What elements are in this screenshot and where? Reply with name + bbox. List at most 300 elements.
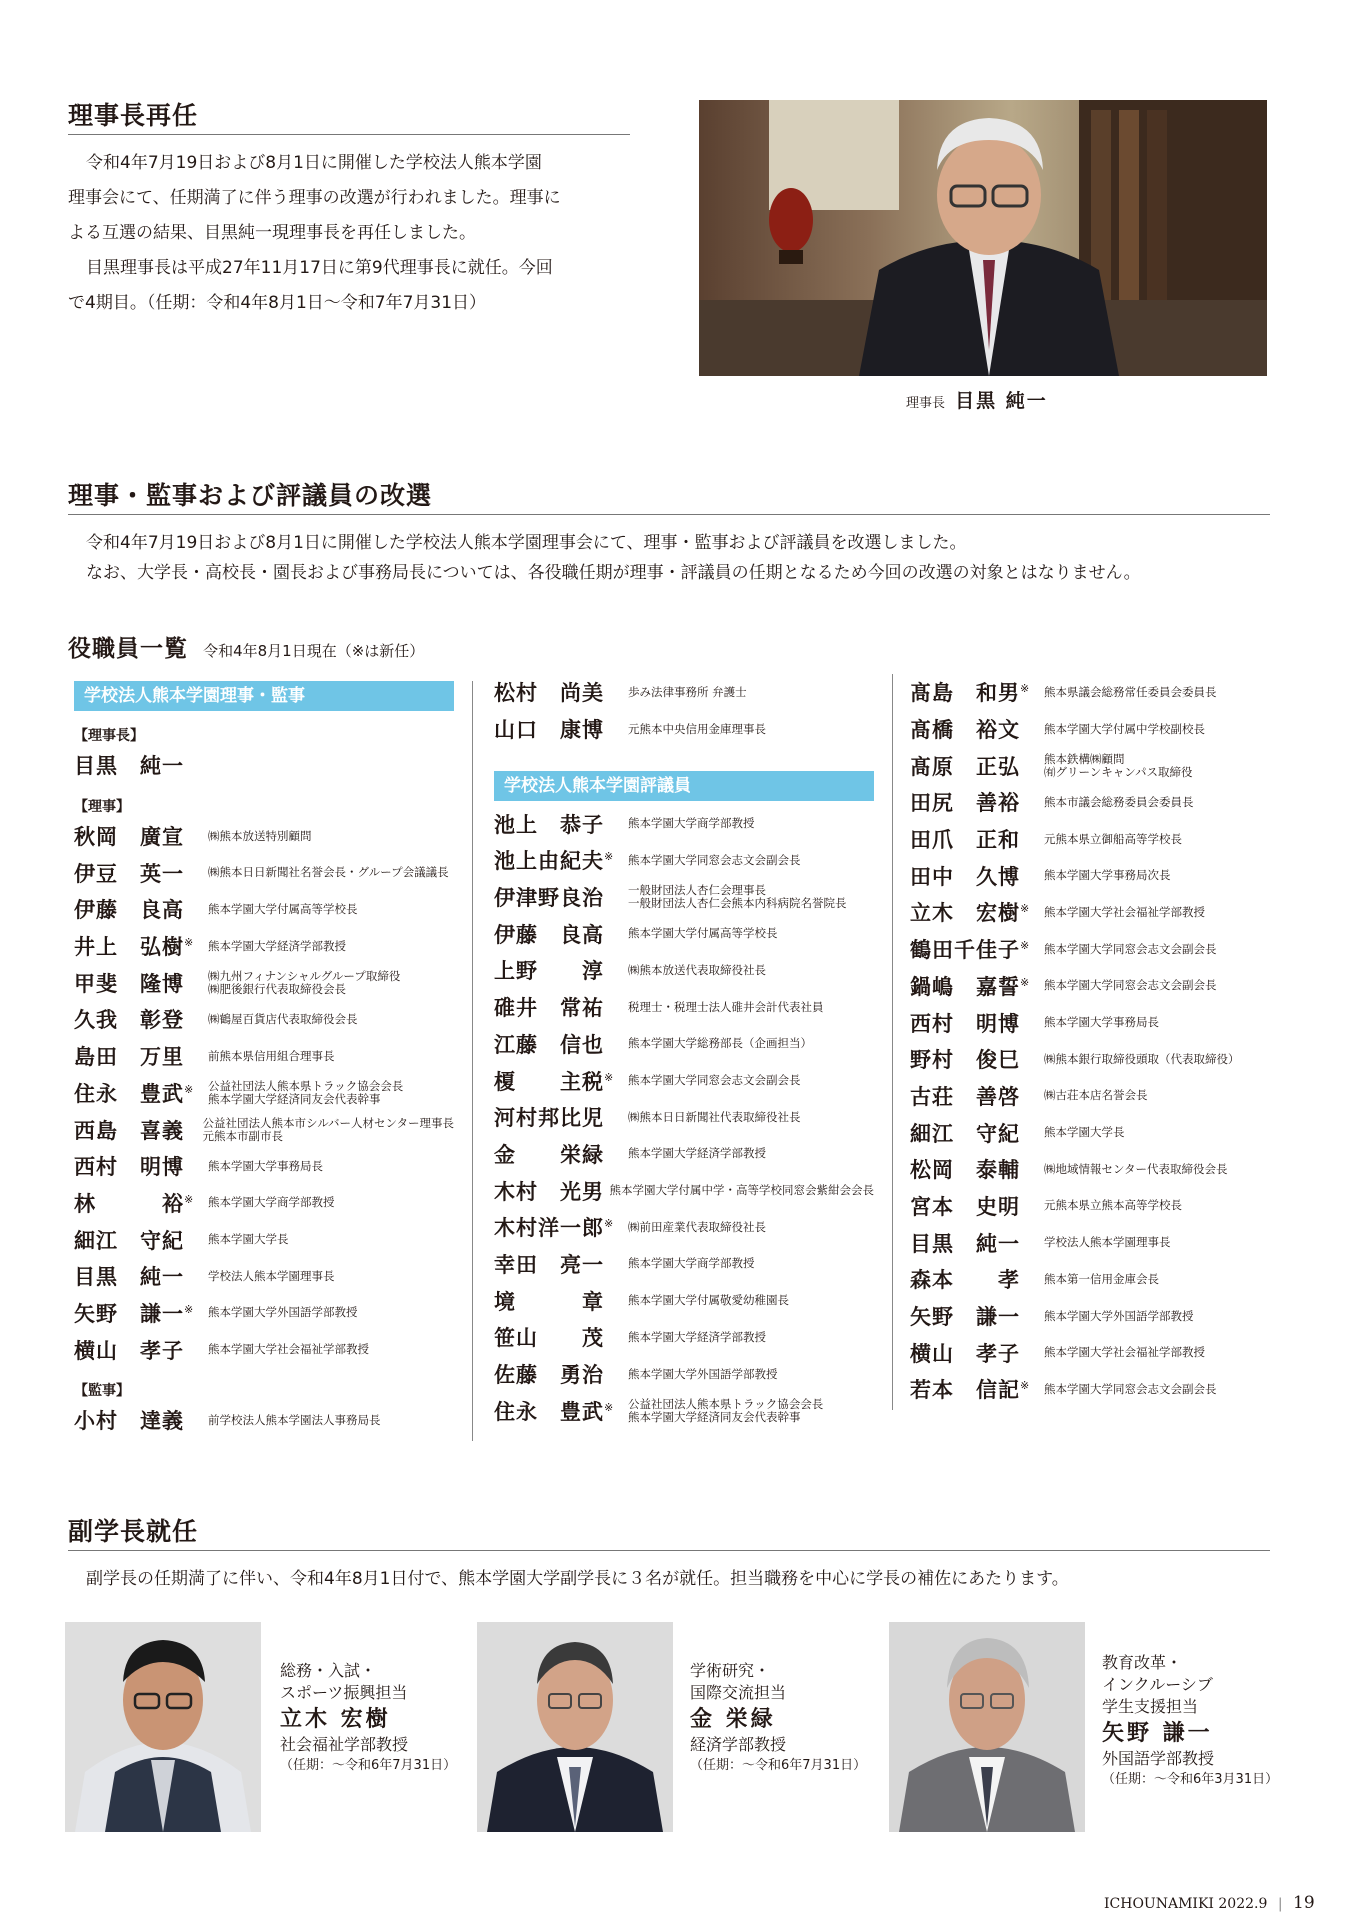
officer-name-text: 目黒 純一 [74,1264,184,1290]
section-title-chair-reappointment: 理事長再任 [68,101,199,130]
new-mark: ※ [604,1400,615,1414]
officer-title-line: ㈱九州フィナンシャルグループ取締役 [208,968,401,983]
officer-title-line: 熊本学園大学商学部教授 [208,1195,335,1210]
officer-title-line: 熊本学園大学長 [208,1232,289,1247]
officer-title-line: 熊本学園大学社会福祉学部教授 [208,1342,369,1357]
officer-name [74,1261,208,1291]
officer-row [494,1319,874,1356]
officer-name-text: 碓井 常祐 [494,995,604,1021]
officer-row [494,1172,874,1209]
officer-name-text: 横山 孝子 [74,1337,184,1363]
officer-name-text: 池上由紀夫 [494,848,604,874]
officer-name-text: 秋岡 廣宣 [74,824,184,850]
column-councilors-a [494,674,874,1429]
caption-role: 理事長 [906,396,946,411]
officer-row [494,1246,874,1283]
officer-name [74,858,208,888]
officer-title [208,1306,358,1319]
officer-title [208,830,312,843]
officer-row [74,747,454,784]
officer-title-line: 熊本第一信用金庫会長 [1044,1271,1159,1286]
officer-title [628,1331,766,1344]
officer-row [74,1001,454,1038]
officer-name-text: 鶴田千佳子 [910,937,1020,963]
role-label-director: 【理事】 [74,798,130,815]
officer-name-text: 林 裕 [74,1190,184,1216]
officer-row [910,1041,1290,1078]
officer-name-text: 境 章 [494,1288,604,1314]
officer-name-text: 田尻 善裕 [910,790,1020,816]
officer-name [74,1188,208,1218]
officer-title [208,1050,335,1063]
officer-title-line: ㈱熊本放送代表取締役社長 [628,962,766,977]
para-line: よる互選の結果、目黒純一現理事長を再任しました。 [68,223,476,243]
officer-row [910,1334,1290,1371]
officer-title [1044,1199,1182,1212]
officer-name-text: 住永 豊武 [494,1398,604,1424]
officer-title [1044,1310,1194,1323]
officer-title-line: 元熊本県立熊本高等学校長 [1044,1198,1182,1213]
officer-title-line: ㈱熊本日日新聞社代表取締役社長 [628,1109,801,1124]
officer-title [628,1001,824,1014]
banner-directors: 学校法人熊本学園理事・監事 [74,681,454,711]
officer-title-line: 公益社団法人熊本県トラック協会会長 [208,1078,404,1093]
officer-title [1044,686,1217,699]
officer-name [494,1322,628,1352]
officer-title [1044,796,1194,809]
officer-title-line: 学校法人熊本学園理事長 [1044,1235,1171,1250]
para-line: なお、大学長・高校長・園長および事務局長については、各役職任期が理事・評議員の任期となるため今回の改選の対象とはなりません。 [86,563,1141,583]
officer-name [74,1151,208,1181]
chair-photo [699,100,1267,376]
officer-title [208,940,346,953]
officer-title [628,884,847,910]
officer-title-line: 熊本学園大学付属高等学校長 [628,926,778,941]
vp-role: 総務・入試・ [280,1661,377,1680]
officer-name [74,894,208,924]
officer-name [494,809,628,839]
officer-name-text: 髙島 和男 [910,680,1020,706]
officer-name-text: 目黒 純一 [74,753,184,779]
footer-page-number: 19 [1293,1893,1315,1913]
new-mark: ※ [1020,902,1031,916]
officer-title-line: 熊本学園大学経済同友会代表幹事 [208,1091,381,1106]
officer-name-text: 森本 孝 [910,1267,1020,1293]
officer-name-text: 西島 喜義 [74,1117,184,1143]
new-mark: ※ [184,1302,195,1316]
new-mark: ※ [604,850,615,864]
officer-name-text: 島田 万里 [74,1044,184,1070]
officer-title-line: 熊本学園大学経済学部教授 [208,938,346,953]
officer-row [494,805,874,842]
officer-row [74,1075,454,1112]
officer-name-text: 榎 主税 [494,1068,604,1094]
officer-name-text: 矢野 謙一 [74,1300,184,1326]
list-title: 役職員一覧 [68,636,188,662]
officer-name-text: 野村 俊巳 [910,1047,1020,1073]
new-mark: ※ [604,1070,615,1084]
officer-name-text: 伊豆 英一 [74,860,184,886]
officer-title [208,1013,358,1026]
divider [68,1550,1270,1551]
officer-title-line: ㈱肥後銀行代表取締役会長 [208,981,346,996]
officer-row [910,1224,1290,1261]
officer-name [74,1078,208,1108]
vp-photo-1 [65,1622,261,1832]
vp-paragraph: 副学長の任期満了に伴い、令和4年8月1日付で、熊本学園大学副学長に３名が就任。担当職務を中心に学長の補佐にあたります。 [86,1569,1069,1589]
officer-name [910,1228,1044,1258]
officer-title-line: ㈱鶴屋百貨店代表取締役会長 [208,1011,358,1026]
officer-title [208,903,358,916]
officer-name-text: 若本 信記 [910,1377,1020,1403]
officer-title-line: ㈱地域情報センター代表取締役会長 [1044,1161,1228,1176]
officer-row [910,784,1290,821]
vp-name: 金 栄緑 [690,1706,776,1732]
officer-name [910,897,1044,927]
officer-title-line: ㈱熊本銀行取締役頭取（代表取締役） [1044,1051,1240,1066]
new-mark: ※ [1020,682,1031,696]
officer-name-text: 古荘 善啓 [910,1083,1020,1109]
officer-name [910,1338,1044,1368]
vp-name: 立木 宏樹 [280,1706,391,1732]
officer-title-line: 熊本学園大学付属中学・高等学校同窓会紫紺会会長 [609,1183,874,1198]
officer-row [74,891,454,928]
officer-row [494,842,874,879]
officer-row [910,1114,1290,1151]
officer-title-line: 前熊本県信用組合理事長 [208,1048,335,1063]
officer-title [208,866,449,879]
officer-row [494,1282,874,1319]
officer-title-line: 熊本学園大学事務局長 [1044,1015,1159,1030]
officer-title [628,927,778,940]
footer [1104,1893,1315,1913]
officer-row [74,1221,454,1258]
para-line: 目黒理事長は平成27年11月17日に第9代理事長に就任。今回 [86,258,553,278]
officer-name-text: 江藤 信也 [494,1031,604,1057]
officer-name [494,677,628,707]
officer-title-line: 熊本鉄構㈱顧問 [1044,751,1125,766]
officer-title-line: ㈲グリーンキャンパス取締役 [1044,764,1193,779]
officer-title [628,1257,755,1270]
officer-name [494,1249,628,1279]
officer-title-line: 前学校法人熊本学園法人事務局長 [208,1412,381,1427]
para-line: 令和4年7月19日および8月1日に開催した学校法人熊本学園 [86,153,542,173]
officer-name [74,1225,208,1255]
officer-name-text: 佐藤 勇治 [494,1362,604,1388]
officer-title-line: 熊本学園大学長 [1044,1125,1125,1140]
column-divider [472,681,473,1441]
officer-title-line: 熊本市議会総務委員会委員長 [1044,794,1194,809]
officer-name-text: 松村 尚美 [494,680,604,706]
chair-list [74,747,454,784]
officer-row [494,1209,874,1246]
officer-name [74,931,208,961]
officer-name-text: 井上 弘樹 [74,934,184,960]
officer-row [910,1078,1290,1115]
officer-title-line: 熊本学園大学社会福祉学部教授 [1044,1345,1205,1360]
councilor-list-top [494,674,874,747]
officer-title-line: 熊本県議会総務常任委員会委員長 [1044,684,1217,699]
vp-dept: 社会福祉学部教授 [280,1735,409,1754]
caption-name: 目黒 純一 [955,390,1048,412]
officer-title [1044,1126,1125,1139]
officer-name [494,992,628,1022]
list-note: 令和4年8月1日現在（※は新任） [203,642,425,660]
officer-row [494,879,874,916]
vp-role: スポーツ振興担当 [280,1683,408,1702]
officer-row [74,818,454,855]
officer-title [1044,1053,1240,1066]
officer-name-text: 宮本 史明 [910,1193,1020,1219]
officer-row [494,915,874,952]
officer-name [74,1335,208,1365]
officer-row [910,747,1290,784]
officer-title [628,1147,766,1160]
role-label-auditor: 【監事】 [74,1383,130,1399]
officer-name-text: 池上 恭子 [494,811,604,837]
officer-row [910,821,1290,858]
vp-caption-1 [280,1660,456,1776]
officer-title [628,854,801,867]
vp-photo-3 [889,1622,1085,1832]
officer-name-text: 笹山 茂 [494,1325,604,1351]
officer-row [74,1111,454,1148]
officer-title [208,970,400,996]
officer-title-line: 税理士・税理士法人碓井会計代表社員 [628,999,824,1014]
officer-title [1044,1383,1217,1396]
officer-title-line: 熊本学園大学同窓会志文会副会長 [628,852,801,867]
officer-name-text: 横山 孝子 [910,1340,1020,1366]
officer-title-line: 学校法人熊本学園理事長 [208,1268,335,1283]
officer-name [494,1066,628,1096]
officer-name-text: 金 栄緑 [494,1141,604,1167]
officer-name [910,1118,1044,1148]
officer-title [628,1368,778,1381]
officer-title-line: 熊本学園大学付属中学校副校長 [1044,721,1205,736]
officer-name [910,971,1044,1001]
officer-row [910,1151,1290,1188]
officer-name [74,1041,208,1071]
officer-title [628,686,747,699]
officer-title-line: 熊本学園大学同窓会志文会副会長 [1044,1381,1217,1396]
officer-row [74,1402,454,1439]
new-mark: ※ [184,1082,195,1096]
officer-title-line: 元熊本中央信用金庫理事長 [628,721,766,736]
officer-title-line: 歩み法律事務所 弁護士 [628,684,747,699]
director-list [74,818,454,1368]
officer-name-text: 甲斐 隆博 [74,970,184,996]
officer-name [74,821,208,851]
officer-row [74,964,454,1001]
para-line: 令和4年7月19日および8月1日に開催した学校法人熊本学園理事会にて、理事・監事および評議員を改選しました。 [86,533,967,553]
officer-name [910,824,1044,854]
officer-name-text: 鍋嶋 嘉誓 [910,973,1020,999]
officer-row [74,928,454,965]
vp-dept: 外国語学部教授 [1102,1749,1215,1768]
councilor-list [910,674,1290,1408]
officer-title-line: 熊本学園大学社会福祉学部教授 [1044,904,1205,919]
officer-row [494,1062,874,1099]
officer-name [74,1115,203,1145]
officer-title-line: 熊本学園大学付属高等学校長 [208,901,358,916]
officer-row [74,1185,454,1222]
officer-name-text: 髙原 正弘 [910,753,1020,779]
officer-name [910,1081,1044,1111]
officer-row [910,711,1290,748]
officer-name [910,861,1044,891]
officer-name [910,677,1044,707]
vp-photo-2 [477,1622,673,1832]
officer-row [494,1392,874,1429]
officer-name [494,1029,628,1059]
officer-title-line: 熊本学園大学外国語学部教授 [628,1366,778,1381]
officer-title [1044,1089,1148,1102]
column-directors [74,681,454,1439]
officer-title [208,1196,335,1209]
officer-title-line: 熊本学園大学経済学部教授 [628,1329,766,1344]
councilor-list [494,805,874,1429]
officer-title-line: 熊本学園大学事務局次長 [1044,868,1171,883]
officer-title [628,1398,823,1424]
vp-role: 国際交流担当 [690,1683,787,1702]
officer-name [494,1176,610,1206]
officer-title-line: 一般財団法人杏仁会熊本内科病院名誉院長 [628,896,847,911]
column-divider [892,674,893,1410]
officer-title [1044,753,1192,779]
officer-name [74,1405,208,1435]
officer-name [910,1191,1044,1221]
new-mark: ※ [1020,939,1031,953]
officer-row [74,1038,454,1075]
officer-title [208,1343,369,1356]
officer-name-text: 伊藤 良高 [74,897,184,923]
officer-title [610,1184,875,1197]
officer-title [1044,1163,1228,1176]
officer-title [1044,906,1205,919]
officer-name [494,1396,628,1426]
officer-title-line: 熊本学園大学商学部教授 [628,1256,755,1271]
officer-row [494,1356,874,1393]
officer-name [494,1286,628,1316]
new-mark: ※ [184,1192,195,1206]
officer-title-line: 熊本学園大学外国語学部教授 [208,1305,358,1320]
officer-title [1044,1016,1159,1029]
officer-title-line: 元熊本市副市長 [202,1128,284,1143]
officer-row [494,1099,874,1136]
officer-row [910,968,1290,1005]
officer-title-line: 公益社団法人熊本県トラック協会会長 [628,1396,824,1411]
vp-caption-2 [690,1660,866,1776]
officer-row [910,1261,1290,1298]
officer-title [628,964,766,977]
officer-title-line: 一般財団法人杏仁会理事長 [628,883,766,898]
officer-title [1044,1273,1159,1286]
officer-title-line: 熊本学園大学経済同友会代表幹事 [628,1409,801,1424]
vp-role: 学生支援担当 [1102,1697,1199,1716]
officer-title-line: ㈱熊本放送特別顧問 [208,828,312,843]
officer-name [494,919,628,949]
vp-role: 教育改革・ [1102,1653,1183,1672]
officer-name [494,882,628,912]
chair-paragraph [68,146,638,321]
officer-name-text: 松岡 泰輔 [910,1157,1020,1183]
officer-name [910,1044,1044,1074]
officer-row [910,1188,1290,1225]
officer-name [910,1374,1044,1404]
officer-row [74,1331,454,1368]
officer-row [74,854,454,891]
officer-name-text: 上野 淳 [494,958,604,984]
officer-name [494,1212,628,1242]
officer-title [208,1414,381,1427]
divider [68,134,630,135]
officer-title [628,1111,801,1124]
officer-title-line: 熊本学園大学事務局長 [208,1158,323,1173]
section-title-vice-president: 副学長就任 [68,1517,199,1546]
officer-row [494,989,874,1026]
officer-name-text: 髙橋 裕文 [910,717,1020,743]
officer-name-text: 木村洋一郎 [494,1215,604,1241]
officer-name-text: 河村邦比児 [494,1105,604,1131]
officer-name [74,1004,208,1034]
officer-name [910,1154,1044,1184]
officer-name [910,1264,1044,1294]
officer-name [910,1301,1044,1331]
officer-name-text: 西村 明博 [910,1010,1020,1036]
vp-term: （任期：〜令和6年3月31日） [1102,1772,1279,1787]
officer-list-heading [68,630,424,663]
officer-name [910,714,1044,744]
officer-name-text: 山口 康博 [494,717,604,743]
officer-name [74,750,208,780]
board-paragraph [68,528,1141,588]
vp-term: （任期：〜令和6年7月31日） [690,1758,867,1773]
officer-title [628,723,766,736]
officer-row [494,711,874,748]
officer-row [494,952,874,989]
officer-row [910,894,1290,931]
officer-title-line: ㈱古荘本店名誉会長 [1044,1088,1148,1103]
officer-title-line: 熊本学園大学同窓会志文会副会長 [628,1073,801,1088]
footer-separator: | [1277,1896,1283,1912]
officer-name [910,934,1044,964]
officer-title [208,1233,289,1246]
officer-title [1044,833,1182,846]
officer-title [1044,869,1171,882]
new-mark: ※ [604,1217,615,1231]
officer-name-text: 幸田 亮一 [494,1251,604,1277]
officer-name [74,968,208,998]
officer-title [628,1037,812,1050]
officer-name-text: 木村 光男 [494,1178,604,1204]
officer-title-line: ㈱前田産業代表取締役社長 [628,1219,766,1234]
officer-row [910,674,1290,711]
officer-title [208,1160,323,1173]
column-councilors-b [910,674,1290,1408]
officer-title-line: 熊本学園大学外国語学部教授 [1044,1308,1194,1323]
officer-row [74,1258,454,1295]
officer-row [910,1371,1290,1408]
officer-name [74,1298,208,1328]
officer-name [494,1139,628,1169]
new-mark: ※ [1020,1379,1031,1393]
officer-row [910,931,1290,968]
officer-name-text: 久我 彰登 [74,1007,184,1033]
officer-name [494,1102,628,1132]
officer-name [910,1008,1044,1038]
officer-name [494,845,628,875]
officer-name-text: 田爪 正和 [910,827,1020,853]
